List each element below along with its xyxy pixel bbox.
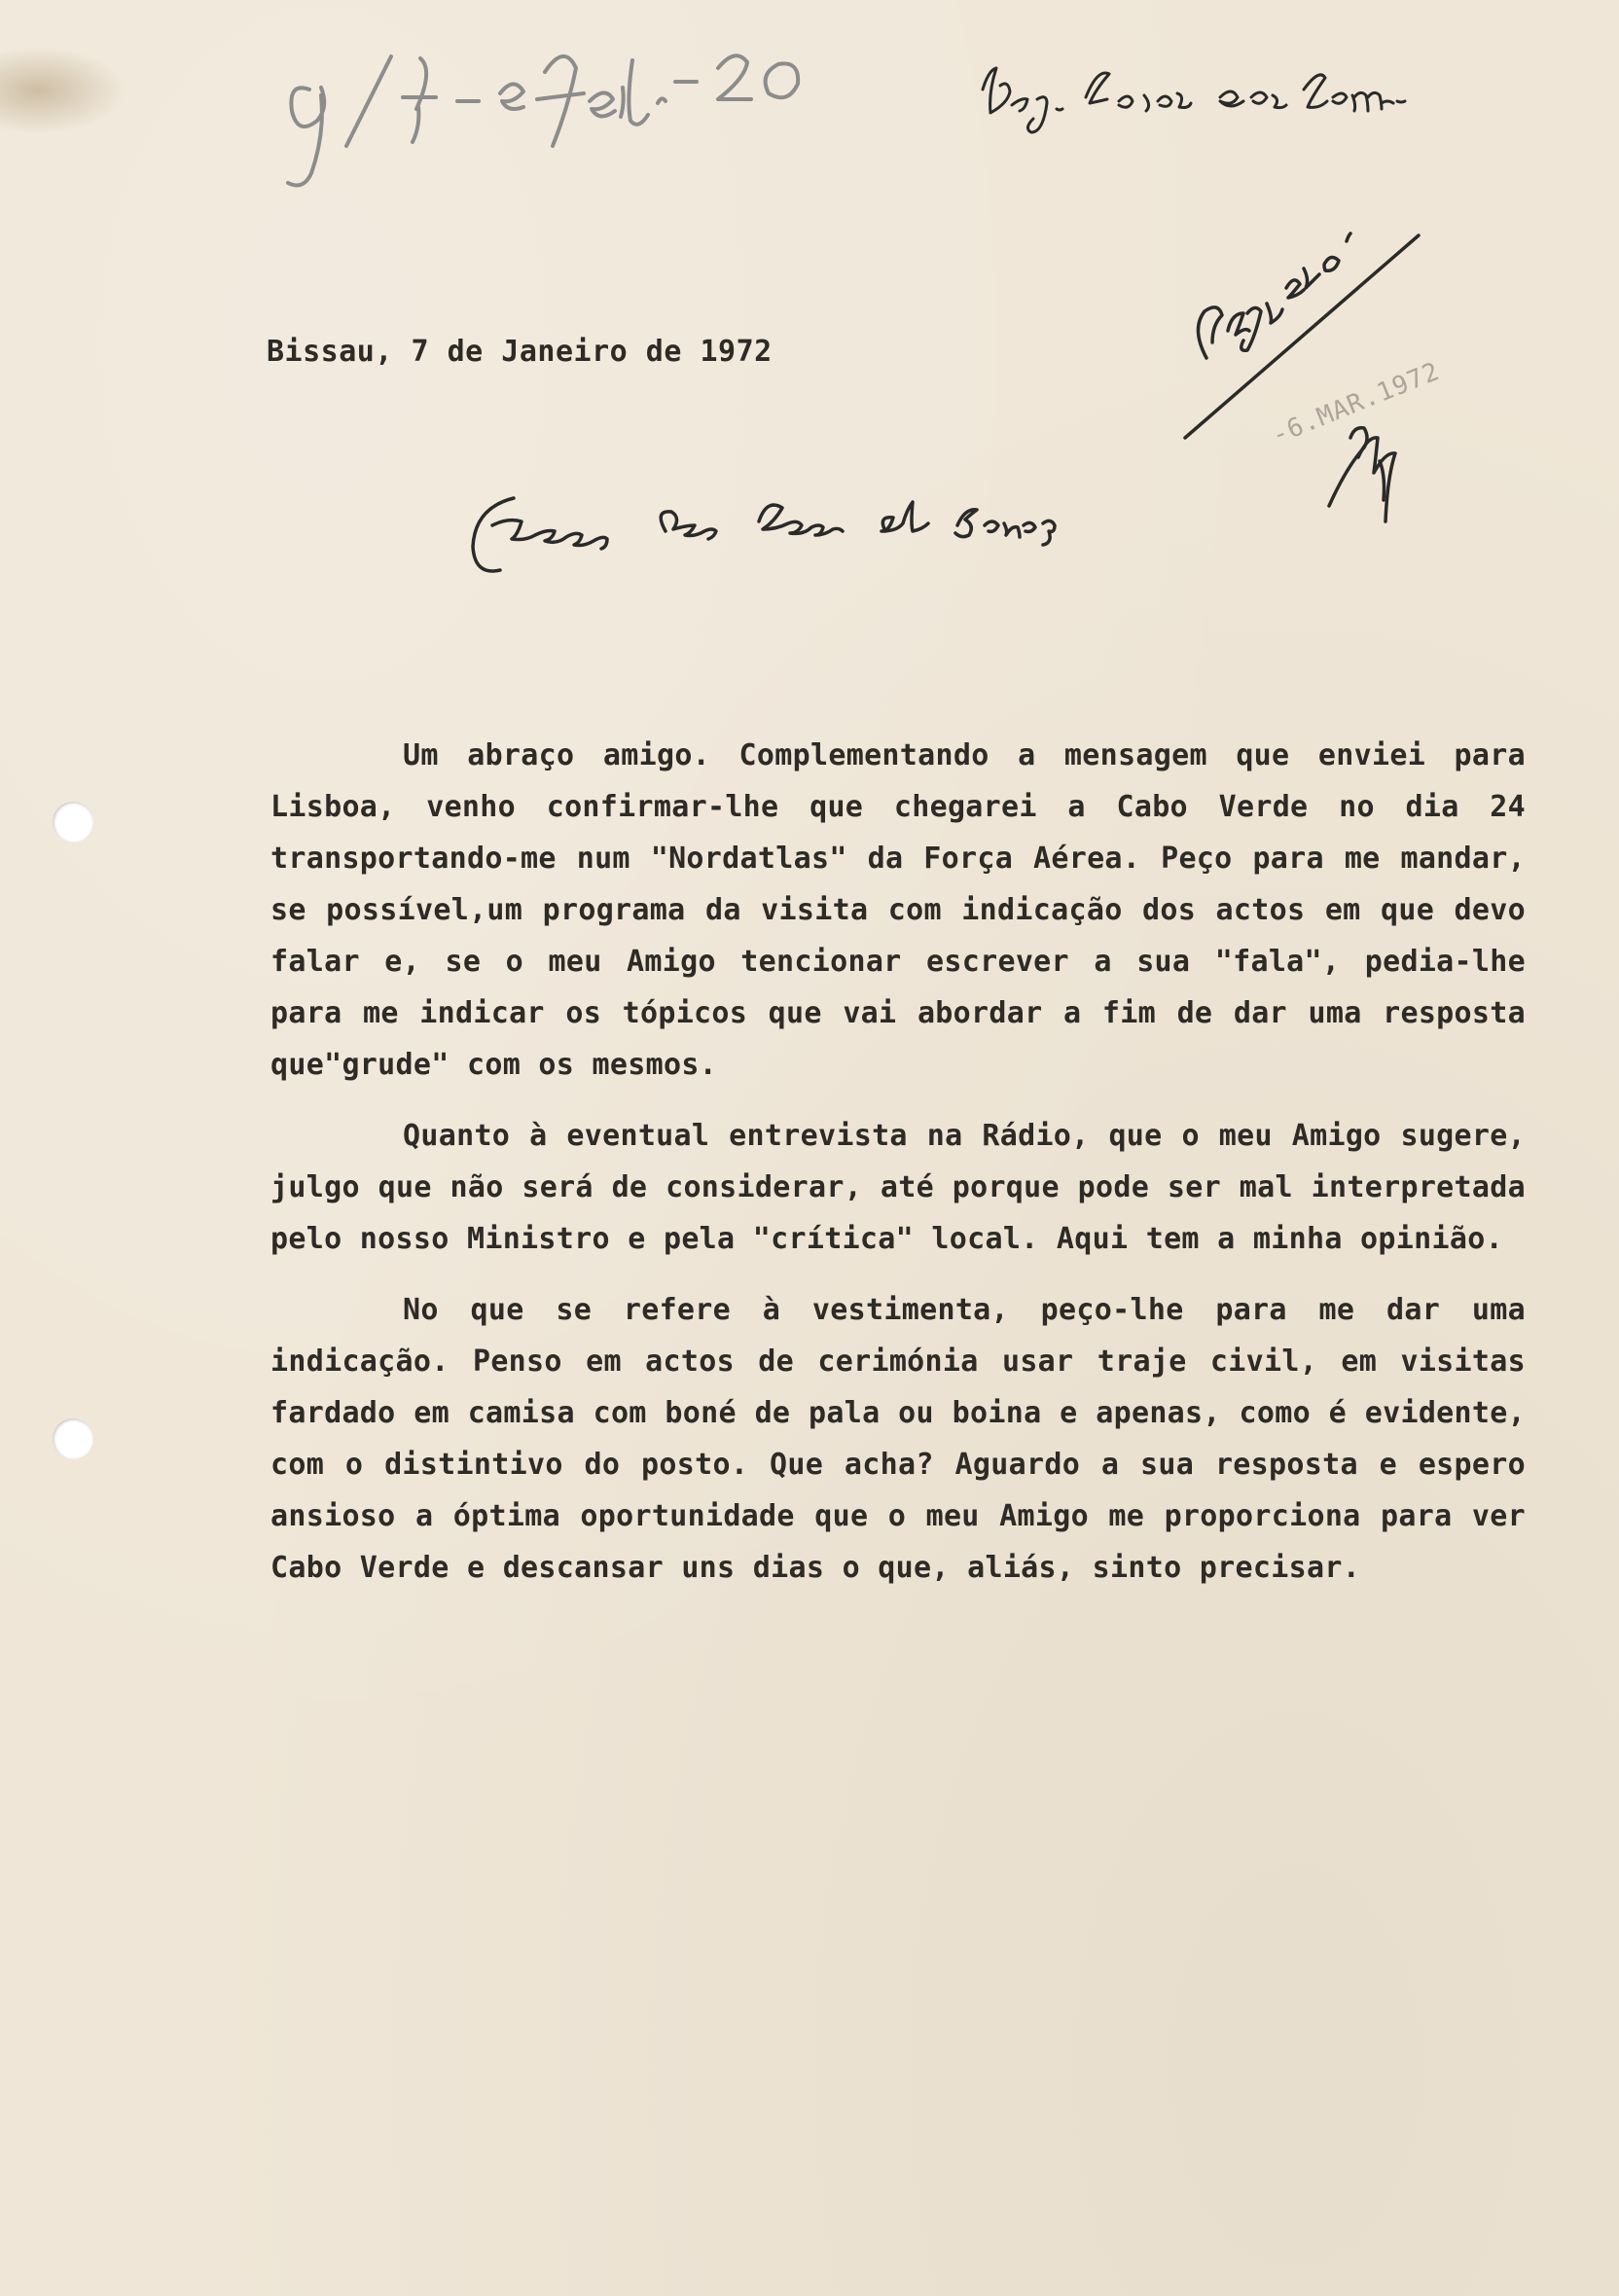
handwritten-initials [1329,428,1395,521]
punch-hole [53,1418,93,1459]
paragraph-radio-interview: Quanto à eventual entrevista na Rádio, que o meu Amigo sugere, julgo que não será de considerar, até porque pode ser mal interpretada pelo nosso Ministro e pela "crítica" local. Aqui tem a minha opinião. [270,1119,1526,1256]
handwritten-name-note [983,68,1405,132]
handwritten-reference-note [288,55,798,185]
paragraph-visit-confirmation: Um abraço amigo. Complementando a mensagem que enviei para Lisboa, venho confirmar-lhe que chegarei a Cabo Verde no dia 24 transportando-me num "Nordatlas" da Força Aérea. Peço para me mandar, se possível,um programa da visita com indicação dos actos em que devo falar e, se o meu Amigo tencionar escrever a sua "fala", pedia-lhe para me indicar os tópicos que vai abordar a fim de dar uma resposta que"grude" com os mesmos. [270,738,1526,1082]
dateline: Bissau, 7 de Janeiro de 1972 [267,335,773,369]
received-date-stamp: -6.MAR.1972 [1268,356,1445,451]
handwritten-salutation [473,498,1055,571]
punch-hole [53,802,93,843]
paragraph-attire: No que se refere à vestimenta, peço-lhe para me dar uma indicação. Penso em actos de cerimónia usar traje civil, em visitas fardado em camisa com boné de pala ou boina e apenas, como é evidente, com o distintivo do posto. Que acha? Aguardo a sua resposta e espero ansioso a óptima oportunidade que o meu Amigo me proporciona para ver Cabo Verde e descansar uns dias o que, aliás, sinto precisar. [270,1293,1526,1585]
paper-stain [0,47,126,134]
letter-body [270,730,1526,1613]
